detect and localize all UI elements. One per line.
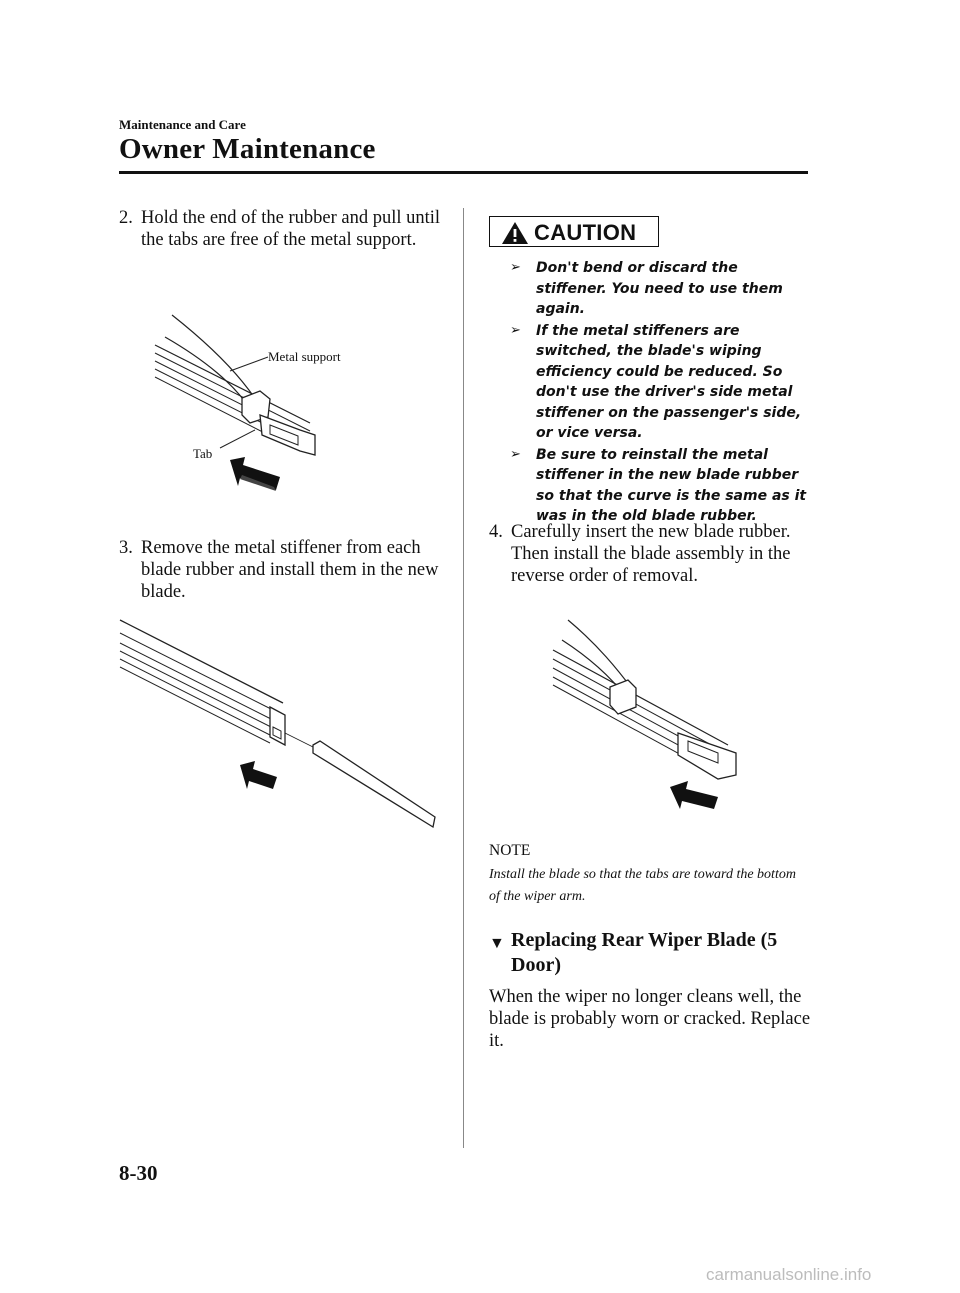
step-2 <box>119 207 444 251</box>
step-3-text: Remove the metal stiffener from each blade rubber and install them in the new blade. <box>141 538 439 602</box>
step-4-number: 4. <box>489 522 503 542</box>
warning-triangle-icon <box>501 221 529 245</box>
caution-item <box>510 258 810 320</box>
step-2-number: 2. <box>119 208 133 228</box>
caution-item-text: Be sure to reinstall the metal stiffener in the new blade rubber so that the curve is the same as it was in the old blade rubber. <box>536 446 807 524</box>
caution-list <box>510 258 810 528</box>
title-rule <box>119 171 808 174</box>
label-tab: Tab <box>193 446 213 461</box>
step-2-text: Hold the end of the rubber and pull until the tabs are free of the metal support. <box>141 208 441 250</box>
step-3-number: 3. <box>119 538 133 558</box>
figure-install-rubber <box>548 615 748 815</box>
arrow-bullet-icon: ➢ <box>510 322 521 338</box>
figure-stiffener <box>115 615 440 835</box>
rear-wiper-paragraph: When the wiper no longer cleans well, the blade is probably worn or cracked. Replace it. <box>489 987 811 1051</box>
label-metal-support: Metal support <box>268 349 341 364</box>
section-label: Maintenance and Care <box>119 117 246 132</box>
step-3 <box>119 537 444 603</box>
page-title: Owner Maintenance <box>119 133 376 165</box>
note-text: Install the blade so that the tabs are toward the bottom of the wiper arm. <box>489 867 796 904</box>
step-4 <box>489 521 814 587</box>
remove-rubber-illustration <box>150 305 380 500</box>
caution-item-text: If the metal stiffeners are switched, the blade's wiping efficiency could be reduced. So don't use the driver's side metal stiffener on the passenger's side, or vice versa. <box>536 322 802 441</box>
note-heading: NOTE <box>489 842 531 859</box>
figure-remove-rubber <box>150 305 380 500</box>
caution-item-text: Don't bend or discard the stiffener. You need to use them again. <box>536 260 783 317</box>
caution-title: CAUTION <box>534 220 637 245</box>
watermark: carmanualsonline.info <box>706 1265 872 1284</box>
triangle-down-icon: ▼ <box>489 935 505 952</box>
step-4-text: Carefully insert the new blade rubber. Then install the blade assembly in the reverse order of removal. <box>511 522 791 586</box>
rear-wiper-heading-text: Replacing Rear Wiper Blade (5 Door) <box>511 929 778 976</box>
column-divider <box>463 208 464 1148</box>
caution-item <box>510 445 810 527</box>
caution-item <box>510 321 810 444</box>
page-number: 8-30 <box>119 1161 158 1185</box>
stiffener-illustration <box>115 615 440 835</box>
caution-box <box>489 216 659 247</box>
rear-wiper-heading <box>489 928 809 978</box>
install-rubber-illustration <box>548 615 748 815</box>
arrow-bullet-icon: ➢ <box>510 260 521 275</box>
arrow-bullet-icon: ➢ <box>510 446 521 462</box>
